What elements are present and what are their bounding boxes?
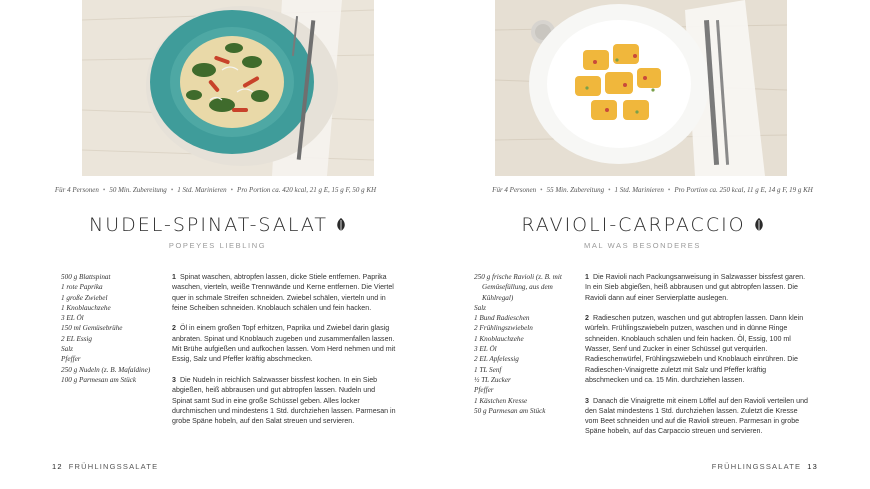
step-number: 2 [585,314,589,323]
step [585,272,809,303]
ingredient: 1 Bund Radieschen [474,314,530,323]
step [585,313,809,385]
recipe-title: RAVIOLI-CARPACCIO [425,214,860,237]
ingredient: 2 Frühlingszwiebeln [474,324,533,333]
ingredient: 500 g Blattspinat [61,273,111,281]
step-number: 1 [172,273,176,281]
leaf-icon [754,215,764,237]
step-number: 3 [172,375,176,384]
section-name: FRÜHLINGSSALATE [711,462,802,471]
recipe-subtitle: MAL WAS BESONDERES [583,241,701,250]
leaf-icon [336,215,346,237]
ingredient-list [61,272,157,385]
ingredient: 50 g Parmesan am Stück [474,406,546,415]
step-text: Danach die Vinaigrette mit einem Löffel auf den Ravioli verteilen und den Salat mindestens 1 Std. durchziehen lassen. Zuletzt die Kresse vom Beet schneiden und auf die Ravioli streuen. Parmesan in grobe Späne hobeln, auf das Carpaccio streuen und servieren. [585,396,808,436]
page-number: 13 [807,462,818,471]
step-text: Die Ravioli nach Packungsanweisung in Salzwasser bissfest garen. In ein Sieb abgießen, heiß abbrausen und gut abtropfen lassen. Die Ravioli dann auf einer Servierplatte auslegen. [585,273,806,302]
step [585,396,809,437]
section-name: FRÜHLINGSSALATE [68,462,159,471]
recipe-subtitle: POPEYES LIEBLING [168,241,267,250]
ingredient: 150 ml Gemüsebrühe [61,324,123,333]
ingredient: Salz [474,303,486,312]
recipe-meta: Für 4 Personen • 50 Min. Zubereitung • 1 Std. Marinieren • Pro Portion ca. 420 kcal, 21 g E, 15 g F, 50 g KH [54,186,377,194]
ingredient: Pfeffer [61,355,81,364]
ingredient: Salz [61,345,73,354]
page-footer [712,462,824,471]
step-number: 3 [585,396,589,405]
step-text: Öl in einem großen Topf erhitzen, Paprika und Zwiebel darin glasig anbraten. Spinat und Knoblauch zugeben und zusammenfallen lassen. Mit Brühe aufgießen und aufkochen lassen. Vom Herd nehmen und mit Essig, Salz und Pfeffer kräftig abschmecken. [172,324,396,364]
step-list [172,272,396,437]
ingredient: 1 Kästchen Kresse [474,396,528,405]
ingredient: 1 TL Senf [474,365,502,374]
recipe-meta: Für 4 Personen • 55 Min. Zubereitung • 1 Std. Marinieren • Pro Portion ca. 250 kcal, 11 g E, 14 g F, 19 g KH [492,186,813,194]
page-number: 12 [52,462,63,471]
ingredient: Pfeffer [474,386,494,395]
ingredient: 3 EL Öl [61,314,84,323]
spinach-pasta-photo [82,0,374,176]
step [172,375,396,426]
ingredient: 1 Knoblauchzehe [61,303,111,312]
ingredient: 3 EL Öl [474,345,497,354]
step-text: Radieschen putzen, waschen und gut abtropfen lassen. Dann klein würfeln. Frühlingszwiebeln putzen, waschen und in dünne Ringe schneiden. Knoblauch schälen und fein hacken. Öl, Essig, 100 ml Wasser, Senf und Zucker in einer Schüssel gut verquirlen. Radieschenwürfel, Frühlingszwiebeln und Knoblauch einrühren. Die Radieschen-Vinaigrette zuletzt mit Salz und Pfeffer kräftig abschmecken und ca. 15 Min. durchziehen lassen. [585,314,804,384]
ingredient: 2 EL Apfelessig [474,355,519,364]
ingredient: 250 g Nudeln (z. B. Mafaldine) [61,365,151,374]
ingredient: Kühlregal) [482,293,514,302]
step [172,323,396,364]
ingredient: ½ TL Zucker [474,375,511,384]
ingredient-list [474,272,574,416]
step-text: Spinat waschen, abtropfen lassen, dicke Stiele entfernen. Paprika waschen, vierteln, weiße Trennwände und Kerne entfernen. Die Viertel quer in schmale Streifen schneiden. Zwiebel schälen, vierteln und in feine Scheiben schneiden. Knoblauch schälen und fein hacken. [172,273,394,312]
recipe-title: NUDEL-SPINAT-SALAT [0,214,435,237]
ingredient: 100 g Parmesan am Stück [61,375,137,384]
ingredient: 1 große Zwiebel [61,293,108,302]
step-number: 2 [172,324,176,333]
ingredient: 1 Knoblauchzehe [474,334,524,343]
step-number: 1 [585,273,589,281]
page-footer [46,462,158,471]
step [172,272,396,313]
ingredient: 2 EL Essig [61,334,93,343]
ravioli-photo [495,0,787,176]
ingredient: 1 rote Paprika [61,283,103,292]
ingredient: 250 g frische Ravioli (z. B. mit [474,273,562,281]
step-text: Die Nudeln in reichlich Salzwasser bissfest kochen. In ein Sieb abgießen, heiß abbrausen und gut abtropfen lassen. Nudeln und Spinat samt Sud in eine große Schüssel geben. Alles locker durchmischen und mindestens 1 Std. durchziehen lassen. Parmesan in grobe Späne hobeln, auf den Salat streuen und servieren. [172,375,396,426]
step-list [585,272,809,447]
right-page [435,0,870,489]
ingredient: Gemüsefüllung, aus dem [482,283,553,292]
